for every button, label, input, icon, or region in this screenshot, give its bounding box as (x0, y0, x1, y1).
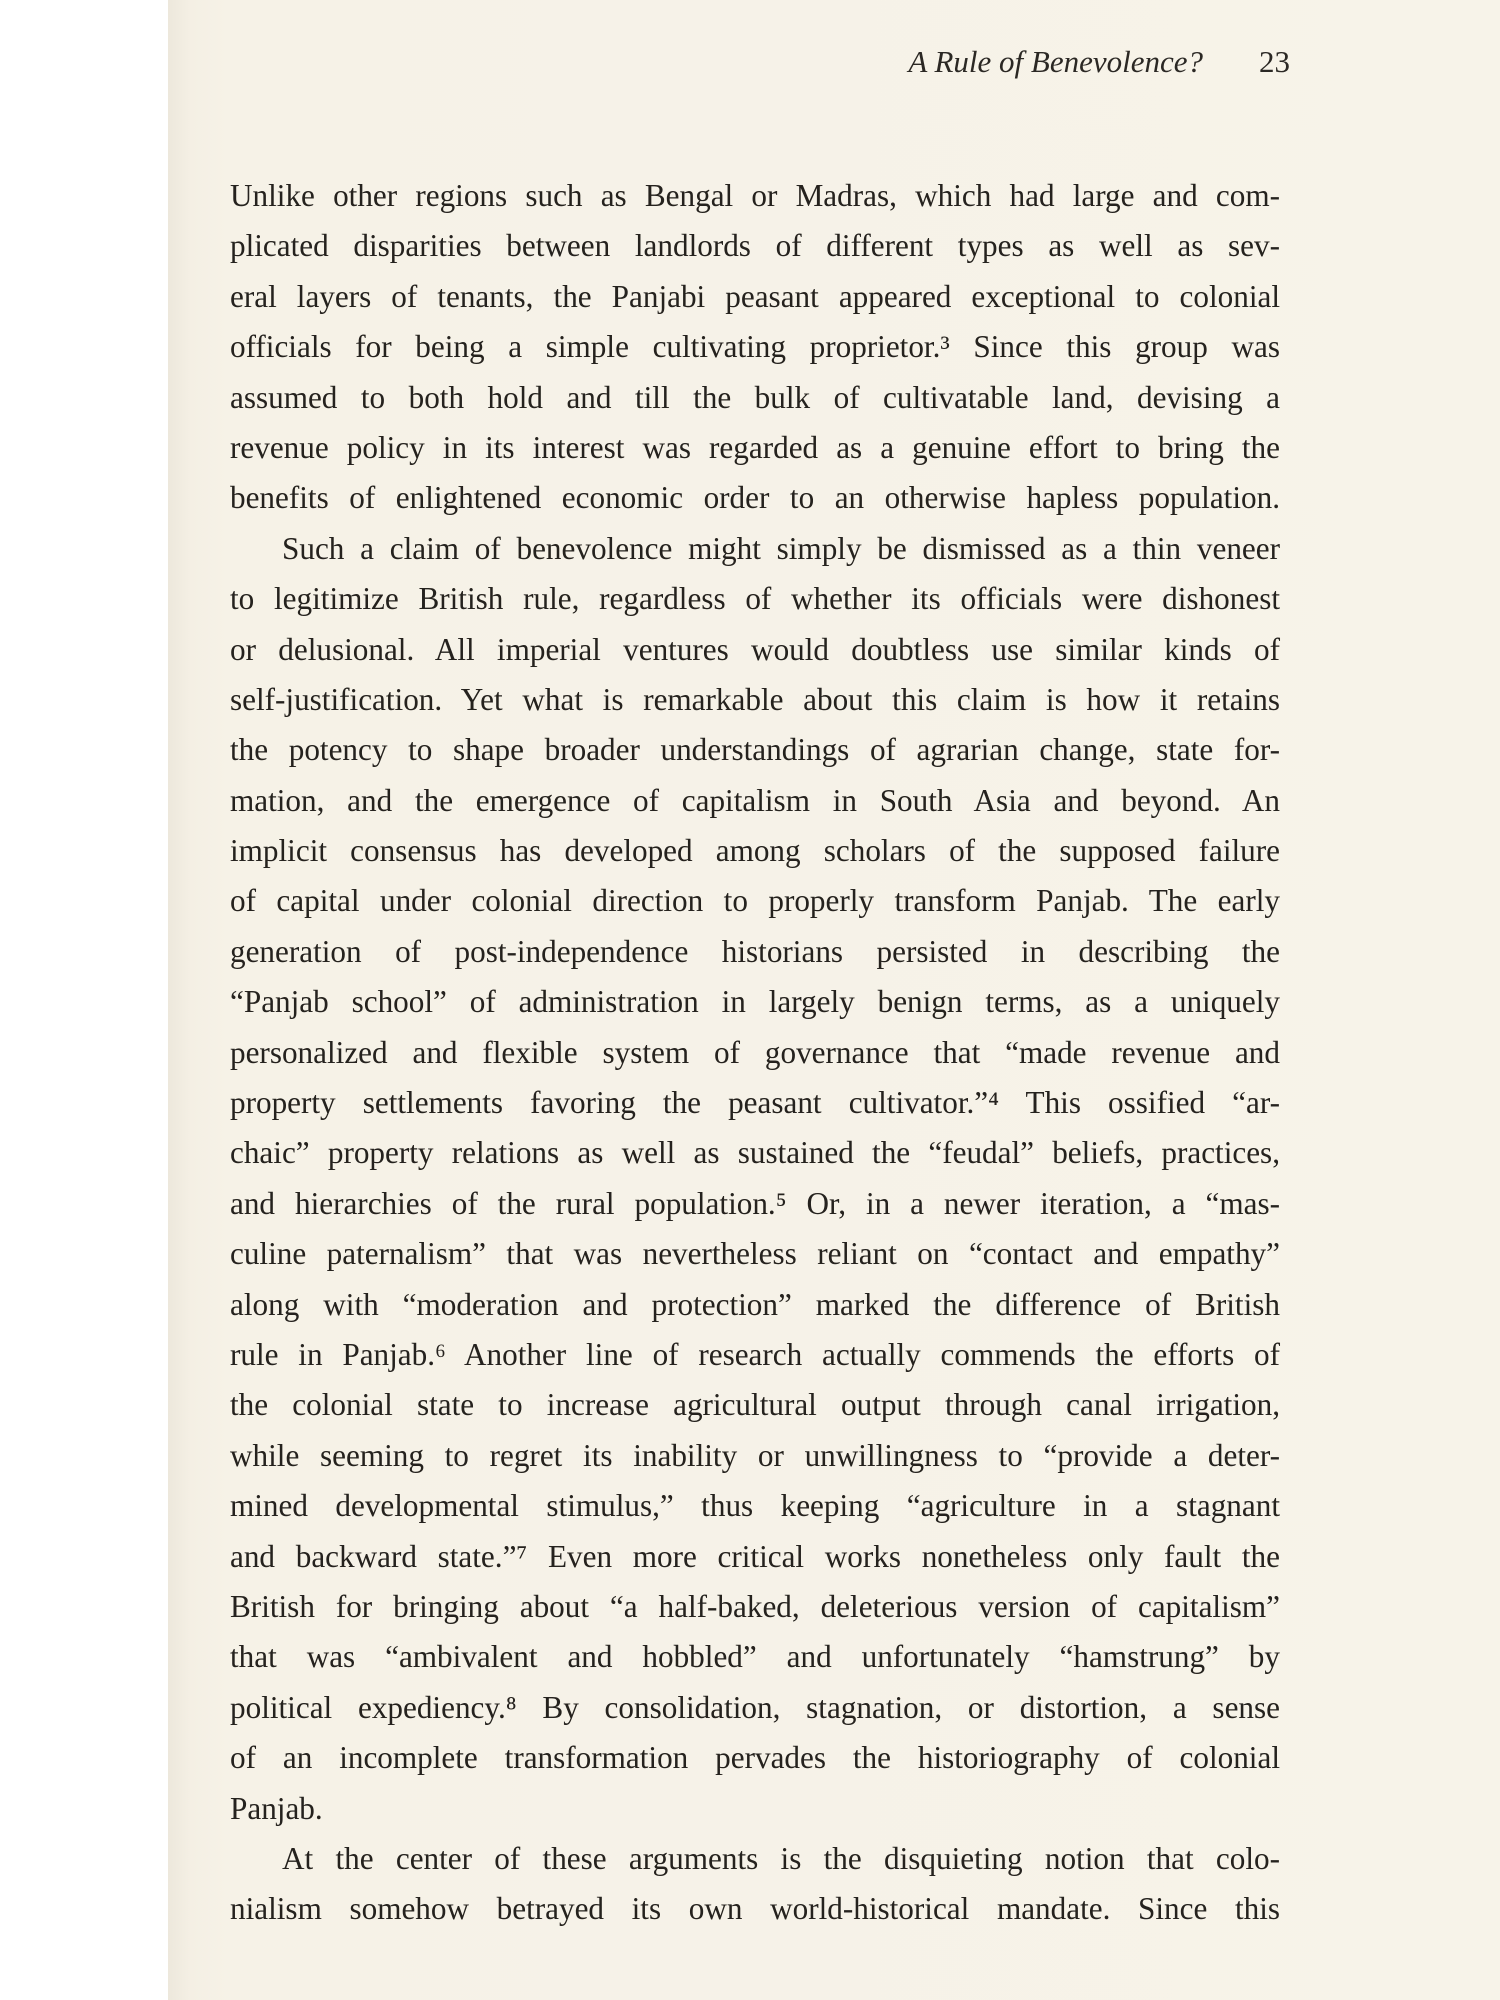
running-title: A Rule of Benevolence? (908, 44, 1203, 79)
paragraph-1 (230, 171, 1280, 524)
text-line: the potency to shape broader understandings of agrarian change, state for- (230, 732, 1280, 768)
page-number: 23 (1259, 44, 1290, 79)
text-line: mined developmental stimulus,” thus keeping “agriculture in a stagnant (230, 1488, 1280, 1524)
paragraph-2 (230, 524, 1280, 1834)
text-line: officials for being a simple cultivating proprietor.³ Since this group was (230, 329, 1280, 365)
page-header (908, 44, 1290, 80)
text-line: to legitimize British rule, regardless of whether its officials were dishonest (230, 581, 1280, 617)
text-line: chaic” property relations as well as sustained the “feudal” beliefs, practices, (230, 1135, 1280, 1171)
text-line: implicit consensus has developed among scholars of the supposed failure (230, 833, 1280, 869)
text-line: political expediency.⁸ By consolidation, stagnation, or distortion, a sense (230, 1689, 1280, 1725)
text-line: revenue policy in its interest was regarded as a genuine effort to bring the (230, 429, 1280, 465)
text-line: that was “ambivalent and hobbled” and unfortunately “hamstrung” by (230, 1639, 1280, 1675)
text-line: the colonial state to increase agricultural output through canal irrigation, (230, 1387, 1280, 1423)
text-line: of capital under colonial direction to properly transform Panjab. The early (230, 883, 1280, 919)
text-line: personalized and flexible system of governance that “made revenue and (230, 1034, 1280, 1070)
book-page (168, 0, 1500, 2000)
paragraph-3 (230, 1834, 1280, 1935)
text-line: property settlements favoring the peasant cultivator.”⁴ This ossified “ar- (230, 1085, 1280, 1121)
text-line: and backward state.”⁷ Even more critical works nonetheless only fault the (230, 1538, 1280, 1574)
text-line: plicated disparities between landlords of different types as well as sev- (230, 228, 1280, 264)
text-line: assumed to both hold and till the bulk of cultivatable land, devising a (230, 379, 1280, 415)
text-line: At the center of these arguments is the disquieting notion that colo- (282, 1840, 1280, 1876)
text-line: along with “moderation and protection” marked the difference of British (230, 1286, 1280, 1322)
text-line: while seeming to regret its inability or unwillingness to “provide a deter- (230, 1437, 1280, 1473)
text-line: or delusional. All imperial ventures would doubtless use similar kinds of (230, 631, 1280, 667)
body-text (230, 171, 1280, 1935)
text-line: Such a claim of benevolence might simply be dismissed as a thin veneer (282, 530, 1280, 566)
text-line: “Panjab school” of administration in largely benign terms, as a uniquely (230, 984, 1280, 1020)
text-line: Unlike other regions such as Bengal or Madras, which had large and com- (230, 178, 1280, 213)
text-line: culine paternalism” that was nevertheless reliant on “contact and empathy” (230, 1236, 1280, 1272)
text-line: eral layers of tenants, the Panjabi peasant appeared exceptional to colonial (230, 278, 1280, 314)
text-line: and hierarchies of the rural population.⁵ Or, in a newer iteration, a “mas- (230, 1185, 1280, 1221)
text-line: benefits of enlightened economic order to an otherwise hapless population. (230, 480, 1280, 516)
text-line: mation, and the emergence of capitalism in South Asia and beyond. An (230, 782, 1280, 818)
text-line: generation of post-independence historians persisted in describing the (230, 933, 1280, 969)
text-line: rule in Panjab.⁶ Another line of research actually commends the efforts of (230, 1336, 1280, 1372)
text-line: Panjab. (230, 1790, 323, 1826)
text-line: nialism somehow betrayed its own world-historical mandate. Since this (230, 1891, 1280, 1927)
text-line: self-justification. Yet what is remarkable about this claim is how it retains (230, 681, 1280, 717)
text-line: British for bringing about “a half-baked, deleterious version of capitalism” (230, 1588, 1280, 1624)
text-line: of an incomplete transformation pervades the historiography of colonial (230, 1740, 1280, 1776)
